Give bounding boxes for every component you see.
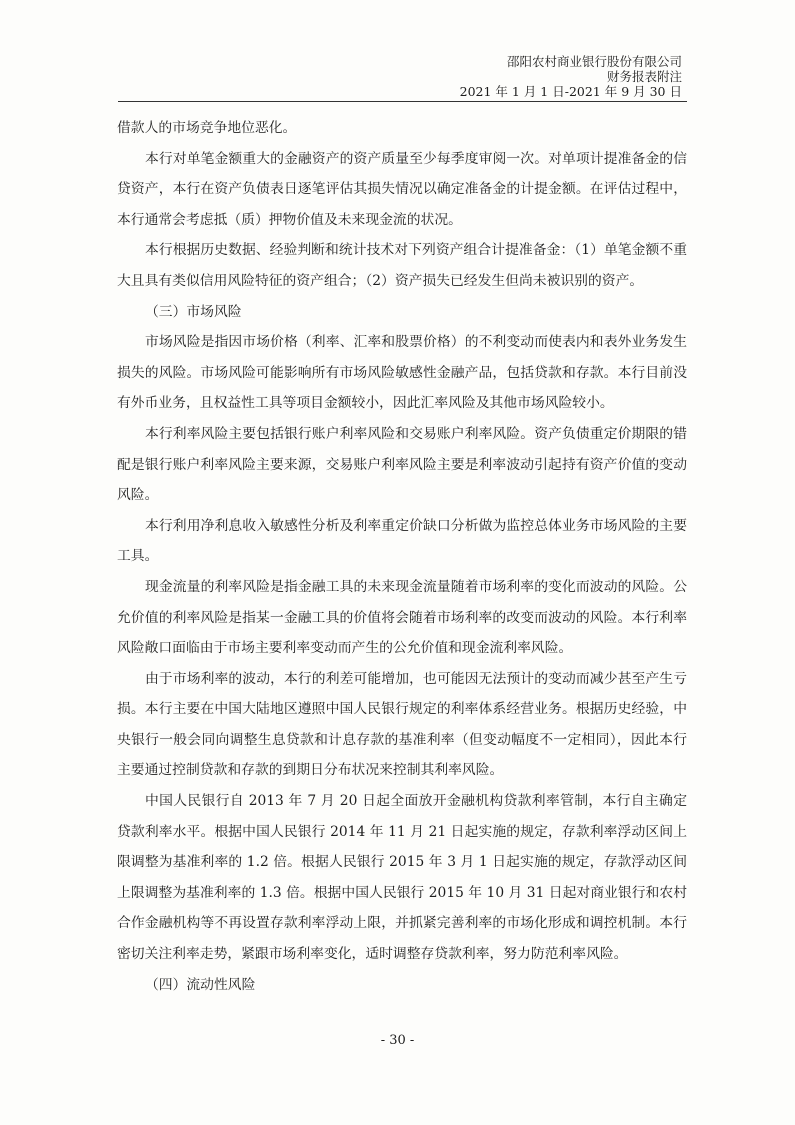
paragraph: 现金流量的利率风险是指金融工具的未来现金流量随着市场利率的变化而波动的风险。公允价值的利率风险是指某一金融工具的价值将会随着市场利率的改变而波动的风险。本行利率风险敞口面临由于市场主要利率变动而产生的公允价值和现金流利率风险。 <box>117 578 687 657</box>
paragraph: 借款人的市场竞争地位恶化。 <box>117 120 297 136</box>
header-rule <box>118 101 687 102</box>
company-name: 邵阳农村商业银行股份有限公司 <box>506 54 682 69</box>
section-heading: （四）流动性风险 <box>145 976 256 993</box>
page-number: - 30 - <box>380 1033 415 1048</box>
paragraph: 本行利用净利息收入敏感性分析及利率重定价缺口分析做为监控总体业务市场风险的主要工具。 <box>117 517 687 565</box>
document-body <box>117 113 687 1000</box>
paragraph: 中国人民银行自 2013 年 7 月 20 日起全面放开金融机构贷款利率管制，本行自主确定贷款利率水平。根据中国人民银行 2014 年 11 月 21 日起实施的规定，存款利率浮动区间上限调整为基准利率的 1.2 倍。根据人民银行 2015 年 3 月 1 日起实施的规定，存款浮动区间上限调整为基准利率的 1.3 倍。根据中国人民银行 2015 年 10 月 31 日起对商业银行和农村合作金融机构等不再设置存款利率浮动上限，并抓紧完善利率的市场化形成和调控机制。本行密切关注利率走势，紧跟市场利率变化，适时调整存贷款利率，努力防范利率风险。 <box>117 793 687 963</box>
page-header <box>460 54 682 99</box>
paragraph: 市场风险是指因市场价格（利率、汇率和股票价格）的不利变动而使表内和表外业务发生损失的风险。市场风险可能影响所有市场风险敏感性金融产品，包括贷款和存款。本行目前没有外币业务，且权益性工具等项目金额较小，因此汇率风险及其他市场风险较小。 <box>117 334 687 412</box>
reporting-period: 2021 年 1 月 1 日-2021 年 9 月 30 日 <box>459 84 682 99</box>
paragraph: 本行对单笔金额重大的金融资产的资产质量至少每季度审阅一次。对单项计提准备金的信贷资产，本行在资产负债表日逐笔评估其损失情况以确定准备金的计提金额。在评估过程中，本行通常会考虑抵（质）押物价值及未来现金流的状况。 <box>117 150 687 228</box>
paragraph: 由于市场利率的波动，本行的利差可能增加，也可能因无法预计的变动而减少甚至产生亏损。本行主要在中国大陆地区遵照中国人民银行规定的利率体系经营业务。根据历史经验，中央银行一般会同向调整生息贷款和计息存款的基准利率（但变动幅度不一定相同），因此本行主要通过控制贷款和存款的到期日分布状况来控制其利率风险。 <box>117 670 687 779</box>
document-title: 财务报表附注 <box>606 69 682 84</box>
section-heading: （三）市场风险 <box>145 303 242 320</box>
paragraph: 本行根据历史数据、经验判断和统计技术对下列资产组合计提准备金：（1）单笔金额不重大且具有类似信用风险特征的资产组合；（2）资产损失已经发生但尚未被识别的资产。 <box>117 242 687 289</box>
paragraph: 本行利率风险主要包括银行账户利率风险和交易账户利率风险。资产负债重定价期限的错配是银行账户利率风险主要来源，交易账户利率风险主要是利率波动引起持有资产价值的变动风险。 <box>117 425 687 504</box>
